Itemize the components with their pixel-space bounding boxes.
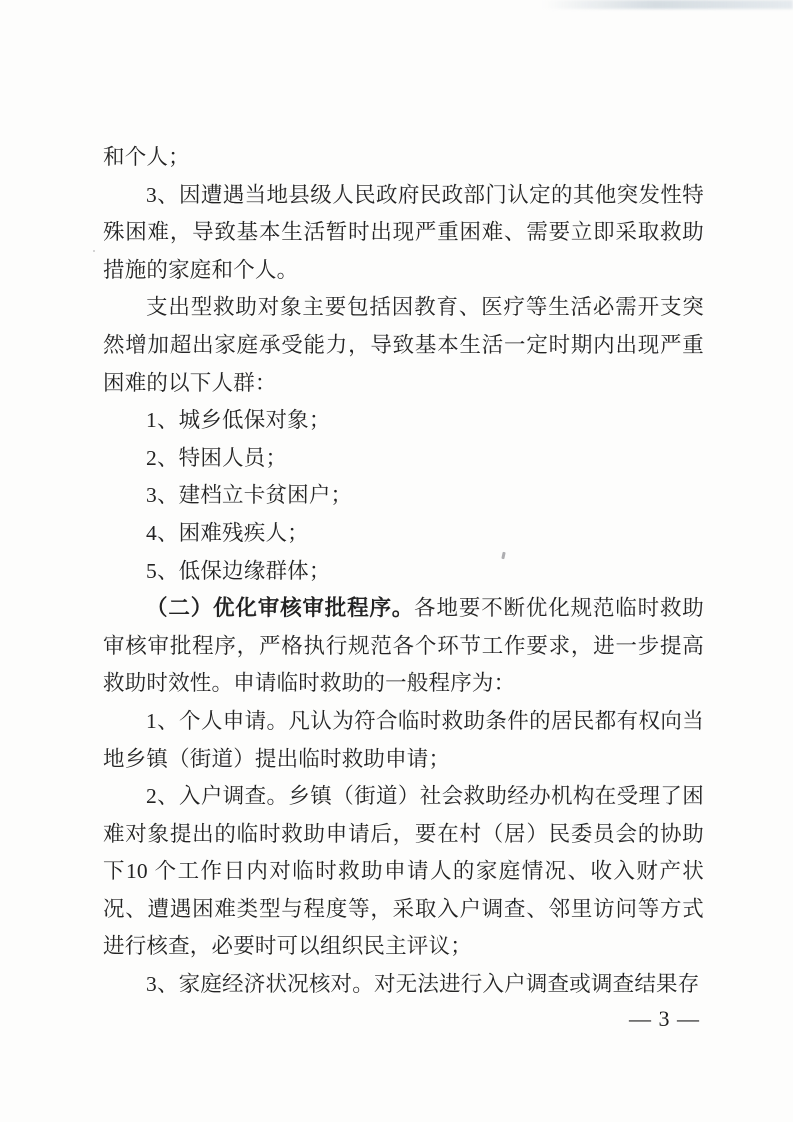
procedure-step-3-economic-status-verification: 3、家庭经济状况核对。对无法进行入户调查或调查结果存 xyxy=(146,972,700,997)
list-item-3-registered-poor-households: 3、建档立卡贫困户； xyxy=(146,483,353,508)
paragraph-sudden-special-difficulty: 3、因遭遇当地县级人民政府民政部门认定的其他突发性特殊困难，导致基本生活暂时出现严重困难、需要立即采取救助措施的家庭和个人。 xyxy=(103,182,704,282)
paragraph-expenditure-type-recipients: 支出型救助对象主要包括因教育、医疗等生活必需开支突然增加超出家庭承受能力，导致基本生活一定时期内出现严重困难的以下人群： xyxy=(103,295,704,395)
scan-artifact-top-edge xyxy=(543,0,793,9)
paragraph-section-2-optimize-approval-procedure xyxy=(103,590,704,703)
document-body-text xyxy=(103,139,704,1004)
list-item-4-disabled-in-difficulty: 4、困难残疾人； xyxy=(146,520,309,545)
paragraph-continuation: 和个人； xyxy=(103,145,190,169)
procedure-step-1-individual-application: 1、个人申请。凡认为符合临时救助条件的居民都有权向当地乡镇（街道）提出临时救助申请； xyxy=(103,708,704,771)
list-item-1-urban-rural-dibao: 1、城乡低保对象； xyxy=(146,408,331,433)
procedure-step-2-household-investigation: 2、入户调查。乡镇（街道）社会救助经办机构在受理了困难对象提出的临时救助申请后，要在村（居）民委员会的协助下10 个工作日内对临时救助申请人的家庭情况、收入财产状况、遭遇困难类型与程度等，采取入户调查、邻里访问等方式进行核查，必要时可以组织民主评议； xyxy=(103,784,704,959)
section-2-heading-bold: （二）优化审核审批程序。 xyxy=(146,596,415,621)
list-item-2-tekun-personnel: 2、特困人员； xyxy=(146,445,288,470)
list-item-5-dibao-marginal-groups: 5、低保边缘群体； xyxy=(146,558,331,583)
section-2-body: 各地要不断优化规范临时救助审核审批程序，严格执行规范各个环节工作要求，进一步提高救助时效性。申请临时救助的一般程序为： xyxy=(103,596,704,696)
scan-speck xyxy=(93,250,95,252)
page-number: — 3 — xyxy=(629,1006,700,1031)
